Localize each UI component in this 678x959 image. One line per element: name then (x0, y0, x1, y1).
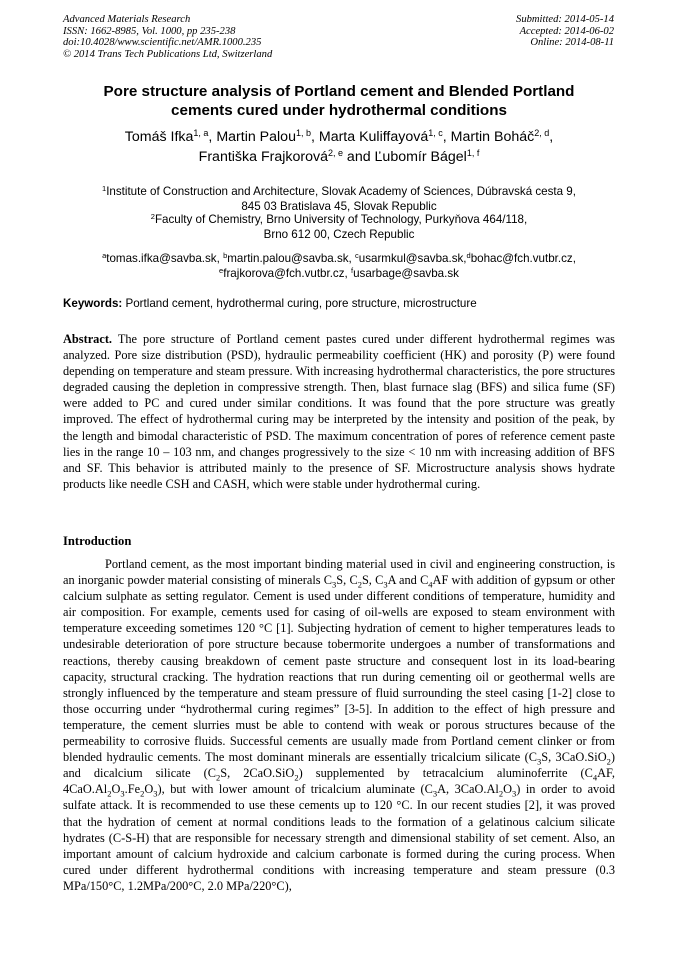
journal-metadata (63, 14, 272, 60)
author-list (60, 128, 618, 167)
author-affiliation-marker: 1, c (428, 128, 443, 138)
abstract-label: Abstract. (63, 332, 113, 346)
paper-title (60, 82, 618, 120)
intro-text: S, 2CaO.SiO (220, 766, 295, 781)
chemical-subscript: 2 (215, 772, 221, 783)
author-name: Marta Kuliffayová (318, 129, 429, 145)
intro-text: S, C (361, 573, 384, 588)
author-name: Tomáš Ifka (124, 129, 194, 145)
chemical-subscript: 4 (592, 772, 598, 783)
chemical-subscript: 2 (107, 788, 112, 799)
intro-text: ) in order to avoid sulfate attack. It is recommended to use these cements up to 120 °C. In our recent studies [2], it was proved that the hydration of cement at normal conditions leads to the formation of a gelatinous calcium silicate hydrates (C-S-H) that are responsible for necessary strength and dimensional stability of set cement. Also, an important amount of calcium hydroxide and calcium carbonate is formed during the curing process. When cured under different hydrothermal conditions with increasing temperature and steam pressure (0.3 MPa/150°C, 1.2MPa/200°C, 2.0 MPa/220°C), (63, 782, 615, 893)
email-marker: f (350, 266, 354, 276)
affiliation-marker: 2 (150, 212, 155, 221)
affiliation-line (60, 212, 618, 227)
intro-text: O (111, 782, 121, 797)
author-name: Martin Palou (216, 129, 296, 145)
submitted-date: Submitted: 2014-05-14 (516, 14, 614, 25)
chemical-subscript: 3 (432, 788, 438, 799)
doi-line: doi:10.4028/www.scientific.net/AMR.1000.235 (63, 37, 262, 49)
chemical-subscript: 2 (606, 756, 611, 767)
online-date: Online: 2014-08-11 (530, 37, 614, 49)
intro-text: ), but with lower amount of tricalcium aluminate (C (157, 782, 433, 797)
chemical-subscript: 3 (383, 579, 388, 590)
email-list (60, 251, 618, 282)
keywords (63, 296, 615, 311)
affiliation-1 (60, 184, 618, 215)
author-name: Františka Frajkorová (198, 148, 328, 165)
author-separator: , (208, 129, 217, 145)
chemical-subscript: 3 (120, 788, 125, 799)
chemical-subscript: 4 (428, 579, 433, 590)
intro-text: O (144, 782, 154, 797)
intro-text: Portland cement, as the most important binding material used in civil and engineering construction, is an inorganic powder material consisting of minerals C (63, 557, 615, 588)
author-affiliation-marker: 1, b (295, 128, 311, 138)
author (451, 129, 550, 145)
chemical-subscript: 2 (498, 788, 504, 799)
intro-text: AF, 4CaO.Al (63, 766, 615, 797)
author-affiliation-marker: 2, d (534, 128, 550, 138)
chemical-subscript: 3 (512, 788, 517, 799)
email-address[interactable]: bohac@fch.vutbr.cz, (470, 252, 576, 265)
author (199, 149, 343, 165)
email-address[interactable]: frajkorova@fch.vutbr.cz, (223, 267, 351, 281)
email-marker: a (102, 251, 107, 260)
accepted-date: Accepted: 2014-06-02 (519, 25, 614, 37)
chemical-subscript: 2 (294, 772, 299, 783)
chemical-subscript: 2 (357, 579, 362, 590)
author (125, 129, 209, 145)
email-address[interactable]: usarmkul@savba.sk, (358, 252, 467, 265)
email-address[interactable]: martin.palou@savba.sk, (227, 252, 355, 265)
intro-text: AF with addition of gypsum or other calcium sulphate as setting regulator. Cement is used under different conditions of temperature, humidity and air composition. For example, cements used for casing of oil-wells are exposed to steam environment with temperature exceeding sometimes 120 °C [1]. Subjecting hydration of cement to higher temperatures leads to undesirable deterioration of pore structure because tobermorite undergoes a number of transformations and reactions, thereby causing breakdown of cement paste structure and consequent lost in its load-bearing capacity, structural cracking. The hydration reactions that run during cementing oil or geothermal wells are strongly influenced by the temperature and steam pressure of fluid surrounding the steel casing [1-2] close to those occurring under “hydrothermal curing regimes” [3-5]. In addition to the effect of high pressure and temperature, the cement slurries must be able to contend with weak or porous structures because of the permeability to corrosive fluids. Successful cements are usually made from Portland cement clinker or from blended hydraulic cements. The most dominant minerals are essentially tricalcium silicate (C (63, 573, 615, 765)
affiliation-address: Brno 612 00, Czech Republic (263, 228, 415, 242)
affiliation-text: Faculty of Chemistry, Brno University of Technology, Purkyňova 464/118, (154, 213, 528, 226)
author-affiliation-marker: 1, a (193, 128, 209, 138)
author-name: Ľubomír Bágel (374, 148, 467, 165)
affiliation-line (60, 184, 618, 199)
author-name: Martin Boháč (450, 129, 535, 145)
email-address[interactable]: tomas.ifka@savba.sk, (106, 252, 224, 265)
abstract-text: The pore structure of Portland cement pastes cured under different hydrothermal regimes was analyzed. Pore size distribution (PSD), hydraulic permeability coefficient (HK) and porosity (P) were found depending on temperature and steam pressure. With increasing hydrothermal characteristics, the pore structures degraded causing the depletion in compressive strength. Then, blast furnace slag (BFS) and silica fume (SF) were added to PC and cured under similar conditions. It was found that the pore structure was greatly improved. The effect of hydrothermal curing may be interpreted by the intensity and position of the peak, by the length and bimodal characteristic of PSD. The maximum concentration of pores of reference cement paste lies in the range 10 – 103 nm, and changes progressively to the size < 10 nm with increasing addition of BFS and SF. This behavior is attributed mainly to the presence of SF. Microstructure analysis shows hydrate products like needle CSH and CASH, which were stable under hydrothermal curing. (63, 332, 615, 491)
intro-text: ) and dicalcium silicate (C (63, 750, 615, 781)
affiliation-text: Institute of Construction and Architecture, Slovak Academy of Sciences, Dúbravská cesta 9, (106, 185, 576, 198)
title-line: Pore structure analysis of Portland cement and Blended Portland (103, 83, 575, 100)
author-separator: , (549, 129, 554, 145)
email-line (60, 266, 618, 281)
author-separator: and (342, 148, 375, 165)
author (319, 129, 443, 145)
issn-line: ISSN: 1662-8985, Vol. 1000, pp 235-238 (63, 25, 236, 37)
email-marker: d (466, 251, 471, 260)
author-affiliation-marker: 2, e (327, 147, 343, 158)
email-address[interactable]: usarbage@savba.sk (353, 267, 459, 281)
title-line: cements cured under hydrothermal conditions (171, 102, 507, 119)
publication-dates (516, 14, 614, 49)
intro-text: S, 3CaO.SiO (541, 750, 607, 765)
author-separator: , (310, 129, 319, 145)
keywords-label: Keywords: (63, 297, 123, 310)
chemical-subscript: 2 (140, 788, 145, 799)
email-marker: e (219, 266, 224, 276)
journal-name: Advanced Materials Research (63, 14, 191, 25)
email-marker: c (355, 251, 359, 260)
abstract (63, 331, 615, 492)
intro-text: .Fe (124, 782, 141, 797)
introduction-paragraph (63, 556, 615, 894)
author (375, 149, 480, 165)
author-affiliation-marker: 1, f (466, 147, 480, 158)
intro-text: ) supplemented by tetracalcium aluminoferrite (C (298, 766, 593, 781)
affiliation-2 (60, 212, 618, 243)
author (216, 129, 311, 145)
copyright-line: © 2014 Trans Tech Publications Ltd, Switzerland (63, 48, 273, 60)
intro-text: A, 3CaO.Al (437, 782, 499, 797)
affiliation-address: 845 03 Bratislava 45, Slovak Republic (241, 200, 437, 214)
section-heading-introduction: Introduction (63, 534, 132, 548)
intro-text: S, C (336, 573, 358, 588)
keywords-text: Portland cement, hydrothermal curing, pore structure, microstructure (122, 297, 477, 310)
affiliation-marker: 1 (102, 184, 107, 193)
chemical-subscript: 3 (332, 579, 337, 590)
author-separator: , (442, 129, 451, 145)
email-line (60, 251, 618, 266)
email-marker: b (223, 251, 228, 260)
intro-text: A and C (387, 573, 429, 588)
intro-text: O (503, 782, 512, 797)
chemical-subscript: 3 (536, 756, 542, 767)
chemical-subscript: 3 (153, 788, 158, 799)
